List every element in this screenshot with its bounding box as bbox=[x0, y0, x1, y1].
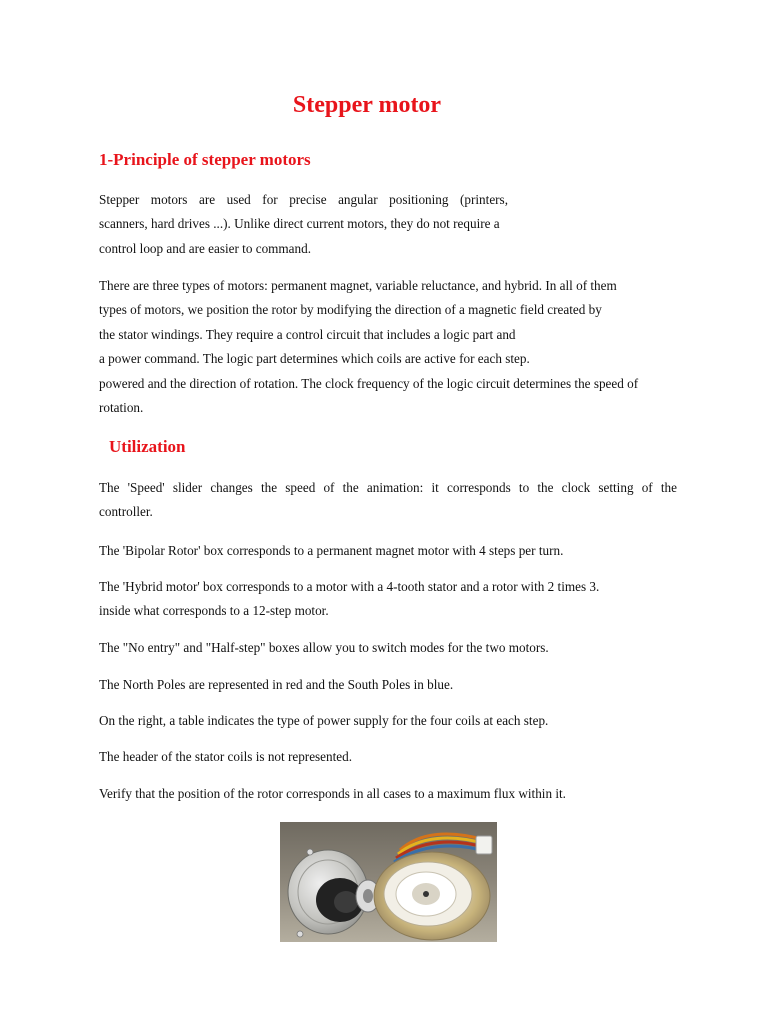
paragraph-poles: The North Poles are represented in red and the South Poles in blue. bbox=[99, 677, 454, 692]
paragraph-line: controller. bbox=[99, 504, 153, 520]
paragraph-line: scanners, hard drives ...). Unlike direct current motors, they do not require a bbox=[99, 216, 500, 232]
paragraph-header: The header of the stator coils is not represented. bbox=[99, 749, 353, 764]
paragraph-modes: The "No entry" and "Half-step" boxes allow you to switch modes for the two motors. bbox=[99, 640, 549, 655]
paragraph-line: The 'Speed' slider changes the speed of the animation: it corresponds to the clock setting of the bbox=[99, 480, 677, 495]
paragraph-bipolar: The 'Bipolar Rotor' box corresponds to a permanent magnet motor with 4 steps per turn. bbox=[99, 543, 564, 558]
paragraph-verify: Verify that the position of the rotor corresponds in all cases to a maximum flux within it. bbox=[99, 786, 566, 801]
paragraph-line: a power command. The logic part determines which coils are active for each step. bbox=[99, 351, 530, 367]
paragraph-line: powered and the direction of rotation. The clock frequency of the logic circuit determines the speed of bbox=[99, 375, 639, 391]
paragraph-table: On the right, a table indicates the type of power supply for the four coils at each step. bbox=[99, 713, 549, 728]
paragraph-line: There are three types of motors: permanent magnet, variable reluctance, and hybrid. In all of them bbox=[99, 278, 617, 293]
paragraph-speed bbox=[99, 476, 677, 525]
paragraph-hybrid bbox=[99, 575, 677, 624]
paragraph-line: The 'Hybrid motor' box corresponds to a motor with a 4-tooth stator and a rotor with 2 times 3. bbox=[99, 579, 600, 594]
stepper-motor-photo bbox=[280, 822, 497, 942]
paragraph-line: inside what corresponds to a 12-step motor. bbox=[99, 603, 329, 619]
paragraph-line: types of motors, we position the rotor by modifying the direction of a magnetic field created by bbox=[99, 302, 602, 318]
paragraph-line: the stator windings. They require a control circuit that includes a logic part and bbox=[99, 326, 516, 342]
page-title: Stepper motor bbox=[292, 92, 442, 118]
paragraph-line: Stepper motors are used for precise angular positioning (printers, bbox=[99, 192, 508, 207]
paragraph-line: control loop and are easier to command. bbox=[99, 240, 312, 256]
paragraph-intro bbox=[99, 188, 677, 261]
paragraph-line: rotation. bbox=[99, 400, 144, 416]
paragraph-motor-types bbox=[99, 274, 677, 420]
section-heading-principle: 1-Principle of stepper motors bbox=[99, 150, 311, 169]
section-heading-utilization: Utilization bbox=[109, 437, 186, 456]
